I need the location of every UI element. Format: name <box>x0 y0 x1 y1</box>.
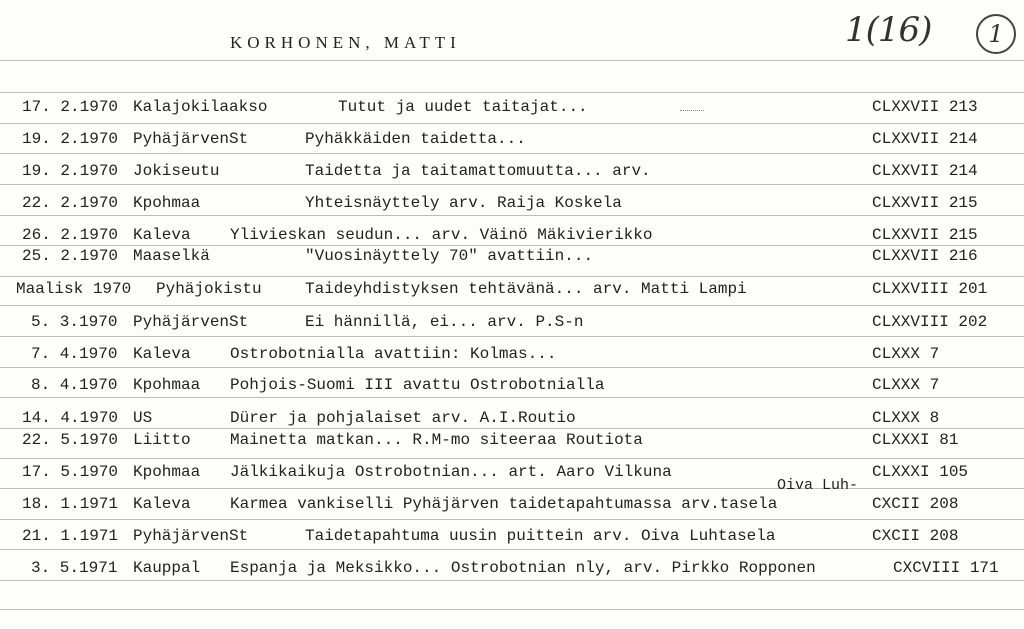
ruled-line <box>0 153 1024 154</box>
ruled-line <box>0 92 1024 93</box>
entry-source: Kpohmaa <box>133 463 201 481</box>
entry-date: 7. 4.1970 <box>31 345 118 363</box>
ruled-line <box>0 549 1024 550</box>
entry-source: Kpohmaa <box>133 376 201 394</box>
entry-source: Kaleva <box>133 345 191 363</box>
entry-ref: CLXXVIII 201 <box>872 280 988 298</box>
entry-ref: CXCII 208 <box>872 527 959 545</box>
entry-date: 14. 4.1970 <box>22 409 119 427</box>
entry-ref: CLXXX 7 <box>872 345 940 363</box>
entry-ref: CLXXVII 216 <box>872 247 978 265</box>
entry-ref: CLXXVII 214 <box>872 162 978 180</box>
ruled-line <box>0 428 1024 429</box>
entry-title: Yhteisnäyttely arv. Raija Koskela <box>305 194 622 212</box>
interline-annotation: Oiva Luh- <box>777 477 859 494</box>
entry-title: Taideyhdistyksen tehtävänä... arv. Matti Lampi <box>305 280 747 298</box>
entry-date: 22. 5.1970 <box>22 431 119 449</box>
entry-source: Kaleva <box>133 495 191 513</box>
entry-title: Taidetta ja taitamattomuutta... arv. <box>305 162 651 180</box>
ruled-line <box>0 458 1024 459</box>
entry-ref: CLXXVII 214 <box>872 130 978 148</box>
ruled-line <box>0 276 1024 277</box>
entry-title: Taidetapahtuma uusin puittein arv. Oiva Luhtasela <box>305 527 776 545</box>
entry-source: Kalajokilaakso <box>133 98 268 116</box>
entry-source: PyhäjärvenSt <box>133 527 249 545</box>
handwritten-circled-number: 1 <box>976 14 1016 54</box>
entry-date: 5. 3.1970 <box>31 313 118 331</box>
entry-source: Liitto <box>133 431 191 449</box>
ruled-line <box>0 580 1024 581</box>
entry-title: Mainetta matkan... R.M-mo siteeraa Routiota <box>230 431 643 449</box>
entry-date: 25. 2.1970 <box>22 247 119 265</box>
entry-date: 18. 1.1971 <box>22 495 119 513</box>
handwritten-page-number: 1(16) <box>845 10 932 50</box>
entry-date: 26. 2.1970 <box>22 226 119 244</box>
entry-title: Ei hännillä, ei... arv. P.S-n <box>305 313 584 331</box>
entry-ref: CXCVIII 171 <box>893 559 999 577</box>
ruled-line <box>0 305 1024 306</box>
entry-date: 8. 4.1970 <box>31 376 118 394</box>
ruled-line <box>0 60 1024 61</box>
ruled-line <box>0 609 1024 610</box>
ruled-line <box>0 245 1024 246</box>
entry-source: Kpohmaa <box>133 194 201 212</box>
entry-ref: CLXXVII 215 <box>872 194 978 212</box>
entry-source: US <box>133 409 153 427</box>
entry-source: Pyhäjokistu <box>156 280 262 298</box>
ruled-line <box>0 336 1024 337</box>
entry-title: Ostrobotnialla avattiin: Kolmas... <box>230 345 557 363</box>
entry-ref: CLXXX 7 <box>872 376 940 394</box>
entry-title: Dürer ja pohjalaiset arv. A.I.Routio <box>230 409 576 427</box>
stray-mark <box>680 110 704 111</box>
ruled-line <box>0 123 1024 124</box>
entry-date: 21. 1.1971 <box>22 527 119 545</box>
entry-ref: CLXXX 8 <box>872 409 940 427</box>
ruled-line <box>0 367 1024 368</box>
entry-title: Jälkikaikuja Ostrobotnian... art. Aaro Vilkuna <box>230 463 672 481</box>
entry-title: Espanja ja Meksikko... Ostrobotnian nly, arv. Pirkko Ropponen <box>230 559 816 577</box>
entry-title: Ylivieskan seudun... arv. Väinö Mäkivierikko <box>230 226 653 244</box>
entry-date: 19. 2.1970 <box>22 162 119 180</box>
entry-title: "Vuosinäyttely 70" avattiin... <box>305 247 594 265</box>
ruled-line <box>0 488 1024 489</box>
entry-source: Kaleva <box>133 226 191 244</box>
entry-ref: CLXXVII 213 <box>872 98 978 116</box>
entry-ref: CLXXXI 105 <box>872 463 969 481</box>
ruled-line <box>0 215 1024 216</box>
entry-title: Karmea vankiselli Pyhäjärven taidetapahtumassa arv.tasela <box>230 495 778 513</box>
entry-date: 3. 5.1971 <box>31 559 118 577</box>
entry-ref: CXCII 208 <box>872 495 959 513</box>
entry-date: 19. 2.1970 <box>22 130 119 148</box>
entry-date: 17. 5.1970 <box>22 463 119 481</box>
entry-source: Kauppal <box>133 559 201 577</box>
entry-title: Pohjois-Suomi III avattu Ostrobotnialla <box>230 376 605 394</box>
entry-date: 17. 2.1970 <box>22 98 119 116</box>
entry-date: 22. 2.1970 <box>22 194 119 212</box>
entry-title: Tutut ja uudet taitajat... <box>338 98 588 116</box>
entry-source: Jokiseutu <box>133 162 220 180</box>
entry-source: PyhäjärvenSt <box>133 130 249 148</box>
ruled-line <box>0 184 1024 185</box>
entry-ref: CLXXXI 81 <box>872 431 959 449</box>
ruled-line <box>0 519 1024 520</box>
entry-ref: CLXXVIII 202 <box>872 313 988 331</box>
entry-ref: CLXXVII 215 <box>872 226 978 244</box>
entry-title: Pyhäkkäiden taidetta... <box>305 130 526 148</box>
entry-source: Maaselkä <box>133 247 210 265</box>
entry-source: PyhäjärvenSt <box>133 313 249 331</box>
entry-date: Maalisk 1970 <box>16 280 132 298</box>
card-title: KORHONEN, MATTI <box>230 33 461 52</box>
ruled-line <box>0 397 1024 398</box>
